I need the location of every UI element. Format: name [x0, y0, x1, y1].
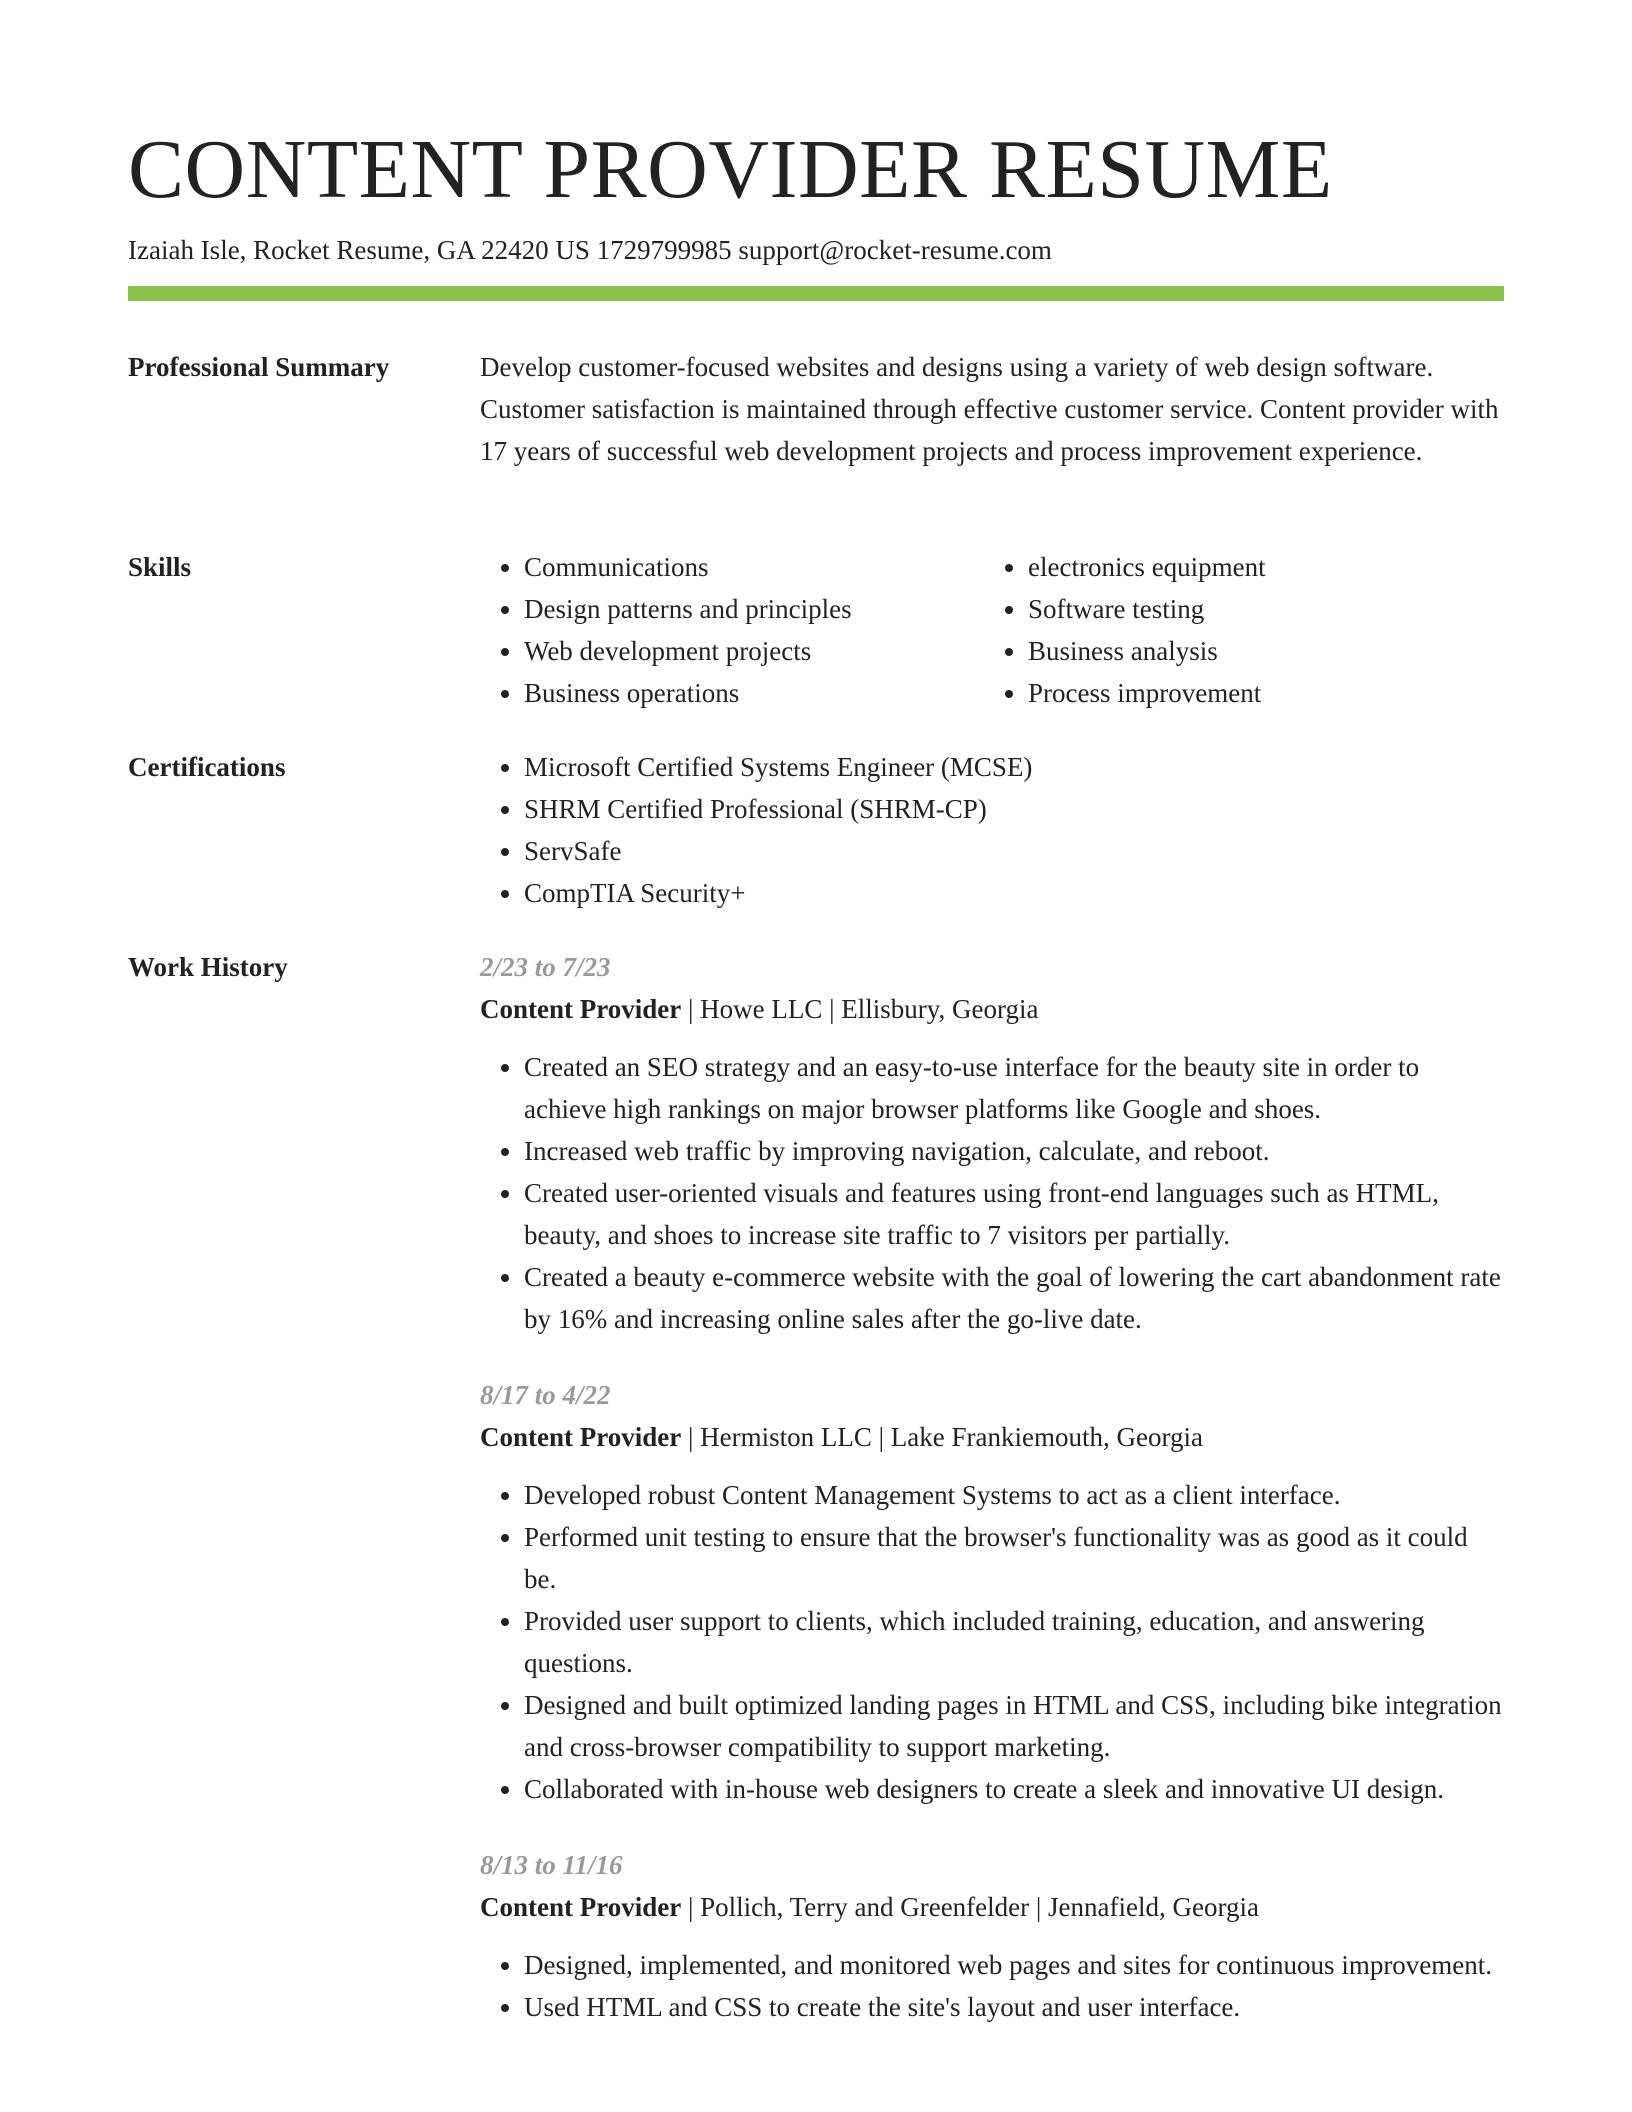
page-title: CONTENT PROVIDER RESUME [128, 123, 1333, 216]
job-title-line [480, 1416, 1504, 1458]
list-item: • CompTIA Security+ [524, 872, 1504, 914]
skills-column-1 [480, 546, 984, 714]
list-item: • ServSafe [524, 830, 1504, 872]
certifications-list [480, 746, 1504, 914]
work-history-body [480, 946, 1504, 2062]
job-date: 2/23 to 7/23 [480, 952, 611, 982]
job-title-line [480, 1886, 1504, 1928]
summary-text: Develop customer-focused websites and designs using a variety of web design software. Customer satisfaction is maintained through effective customer service. Content provider with 17 years of successful web development projects and process improvement experience. [480, 352, 1499, 466]
list-item: • Collaborated with in-house web designers to create a sleek and innovative UI design. [524, 1768, 1504, 1810]
job-role: Content Provider [480, 1422, 682, 1452]
list-item: • Design patterns and principles [524, 588, 984, 630]
job-company: | Pollich, Terry and Greenfelder | Jennafield, Georgia [681, 1892, 1259, 1922]
list-item: • Designed, implemented, and monitored web pages and sites for continuous improvement. [524, 1944, 1504, 1986]
list-item: • Microsoft Certified Systems Engineer (MCSE) [524, 746, 1504, 788]
work-history-label: Work History [128, 952, 288, 982]
contact-line: Izaiah Isle, Rocket Resume, GA 22420 US 1729799985 support@rocket-resume.com [128, 235, 1052, 265]
list-item: • Used HTML and CSS to create the site's layout and user interface. [524, 1986, 1504, 2028]
list-item: • Created a beauty e-commerce website with the goal of lowering the cart abandonment rate by 16% and increasing online sales after the go-live date. [524, 1256, 1504, 1340]
list-item: • Software testing [1028, 588, 1488, 630]
job-date: 8/13 to 11/16 [480, 1850, 623, 1880]
list-item: • Performed unit testing to ensure that the browser's functionality was as good as it could be. [524, 1516, 1504, 1600]
certifications-body [480, 746, 1504, 914]
summary-label: Professional Summary [128, 352, 390, 382]
job-bullets [480, 1944, 1504, 2028]
list-item: • Created an SEO strategy and an easy-to-use interface for the beauty site in order to achieve high rankings on major browser platforms like Google and shoes. [524, 1046, 1504, 1130]
job-company: | Howe LLC | Ellisbury, Georgia [681, 994, 1039, 1024]
list-item: • Created user-oriented visuals and features using front-end languages such as HTML, beauty, and shoes to increase site traffic to 7 visitors per partially. [524, 1172, 1504, 1256]
list-item: • electronics equipment [1028, 546, 1488, 588]
list-item: • Designed and built optimized landing pages in HTML and CSS, including bike integration and cross-browser compatibility to support marketing. [524, 1684, 1504, 1768]
job-entry [480, 1374, 1504, 1810]
job-date: 8/17 to 4/22 [480, 1380, 611, 1410]
list-item: • Business analysis [1028, 630, 1488, 672]
certifications-label: Certifications [128, 752, 286, 782]
job-title-line [480, 988, 1504, 1030]
list-item: • Provided user support to clients, which included training, education, and answering questions. [524, 1600, 1504, 1684]
list-item: • Web development projects [524, 630, 984, 672]
job-bullets [480, 1046, 1504, 1340]
job-bullets [480, 1474, 1504, 1810]
skills-list [480, 546, 1504, 714]
job-entry [480, 1844, 1504, 2028]
header-divider [128, 286, 1504, 301]
summary-body [480, 346, 1504, 472]
job-role: Content Provider [480, 1892, 682, 1922]
list-item: • Business operations [524, 672, 984, 714]
list-item: • SHRM Certified Professional (SHRM-CP) [524, 788, 1504, 830]
job-role: Content Provider [480, 994, 682, 1024]
list-item: • Developed robust Content Management Systems to act as a client interface. [524, 1474, 1504, 1516]
job-company: | Hermiston LLC | Lake Frankiemouth, Georgia [681, 1422, 1203, 1452]
list-item: • Increased web traffic by improving navigation, calculate, and reboot. [524, 1130, 1504, 1172]
skills-label: Skills [128, 552, 192, 582]
job-entry [480, 946, 1504, 1340]
list-item: • Process improvement [1028, 672, 1488, 714]
skills-column-2 [984, 546, 1488, 714]
list-item: • Communications [524, 546, 984, 588]
